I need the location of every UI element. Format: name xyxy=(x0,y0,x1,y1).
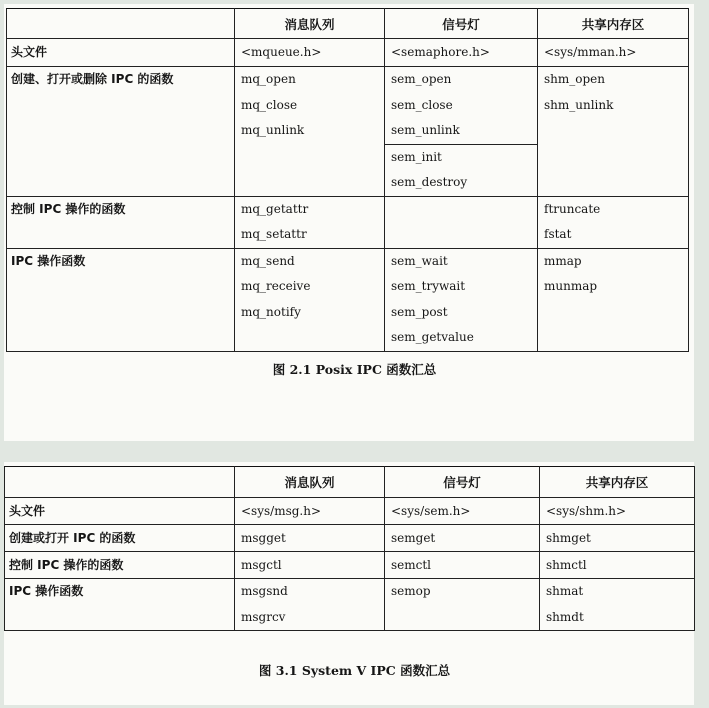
cell-sem-control: semctl xyxy=(385,552,540,579)
list-item: ftruncate xyxy=(544,201,601,216)
list-item: shmat xyxy=(546,584,584,598)
list-item: shmdt xyxy=(546,609,584,624)
header-row xyxy=(7,9,689,39)
include-sem: <sys/sem.h> xyxy=(385,498,540,525)
cell-sem-create xyxy=(385,67,538,197)
list-item: sem_init xyxy=(385,144,537,171)
cell-sem-operation xyxy=(385,579,540,631)
include-msg: <sys/msg.h> xyxy=(235,498,385,525)
table-row xyxy=(5,579,695,631)
list-item: sem_open xyxy=(391,72,452,86)
list-item: shm_unlink xyxy=(544,97,614,112)
row-label-create: 创建或打开 IPC 的函数 xyxy=(5,525,235,552)
list-item: mq_send xyxy=(241,253,295,268)
table-row xyxy=(5,552,695,579)
list-item: sem_wait xyxy=(391,253,448,268)
list-item: fstat xyxy=(544,227,572,241)
figure-caption-systemv: 图 3.1 System V IPC 函数汇总 xyxy=(258,663,451,678)
header-row xyxy=(5,467,695,498)
list-item: sem_trywait xyxy=(391,279,466,293)
table-row xyxy=(7,248,689,351)
cell-shm-operation xyxy=(540,579,695,631)
row-label-operation: IPC 操作函数 xyxy=(7,248,235,351)
header-semaphore: 信号灯 xyxy=(385,9,538,39)
include-mqueue: <mqueue.h> xyxy=(235,39,385,67)
figure-caption-posix: 图 2.1 Posix IPC 函数汇总 xyxy=(272,362,437,377)
list-item: sem_close xyxy=(391,97,453,112)
cell-shm-create: shmget xyxy=(540,525,695,552)
table-row xyxy=(7,67,689,197)
header-shared-memory: 共享内存区 xyxy=(538,9,689,39)
cell-mq-control: msgctl xyxy=(235,552,385,579)
row-label-control: 控制 IPC 操作的函数 xyxy=(7,196,235,248)
list-item: mq_getattr xyxy=(241,201,309,216)
include-shm: <sys/shm.h> xyxy=(540,498,695,525)
header-empty-cell xyxy=(7,9,235,39)
list-item: mq_unlink xyxy=(241,123,305,137)
list-item: mq_setattr xyxy=(241,227,307,241)
table-row xyxy=(7,196,689,248)
list-item: shm_open xyxy=(544,72,606,86)
cell-mq-create xyxy=(235,67,385,197)
list-item: sem_destroy xyxy=(391,175,468,189)
cell-sem-create: semget xyxy=(385,525,540,552)
cell-mq-operation xyxy=(235,248,385,351)
include-mman: <sys/mman.h> xyxy=(538,39,689,67)
list-item: mq_notify xyxy=(241,304,301,319)
list-item: munmap xyxy=(544,279,598,293)
table-row xyxy=(5,525,695,552)
cell-mq-create: msgget xyxy=(235,525,385,552)
list-item: msgrcv xyxy=(241,609,286,624)
cell-shm-create xyxy=(538,67,689,197)
row-label-control: 控制 IPC 操作的函数 xyxy=(5,552,235,579)
cell-sem-operation xyxy=(385,248,538,351)
list-item: mmap xyxy=(544,253,582,268)
list-item: sem_getvalue xyxy=(391,330,474,344)
row-label-include: 头文件 xyxy=(5,498,235,525)
include-row xyxy=(7,39,689,67)
list-item: sem_post xyxy=(391,304,448,319)
cell-shm-operation xyxy=(538,248,689,351)
header-message-queue: 消息队列 xyxy=(235,9,385,39)
row-label-include: 头文件 xyxy=(7,39,235,67)
include-semaphore: <semaphore.h> xyxy=(385,39,538,67)
list-item: msgsnd xyxy=(241,584,288,598)
cell-mq-operation xyxy=(235,579,385,631)
cell-sem-control xyxy=(385,196,538,248)
header-shared-memory: 共享内存区 xyxy=(540,467,695,498)
list-item: mq_close xyxy=(241,97,298,112)
list-item: mq_open xyxy=(241,72,296,86)
systemv-ipc-table xyxy=(4,466,695,631)
row-label-create: 创建、打开或删除 IPC 的函数 xyxy=(7,67,235,197)
posix-ipc-table xyxy=(6,8,689,352)
list-item: semop xyxy=(391,584,431,598)
cell-mq-control xyxy=(235,196,385,248)
header-message-queue: 消息队列 xyxy=(235,467,385,498)
cell-shm-control xyxy=(538,196,689,248)
list-item: mq_receive xyxy=(241,279,311,293)
cell-shm-control: shmctl xyxy=(540,552,695,579)
header-semaphore: 信号灯 xyxy=(385,467,540,498)
row-label-operation: IPC 操作函数 xyxy=(5,579,235,631)
header-empty-cell xyxy=(5,467,235,498)
list-item: sem_unlink xyxy=(391,123,460,137)
include-row xyxy=(5,498,695,525)
